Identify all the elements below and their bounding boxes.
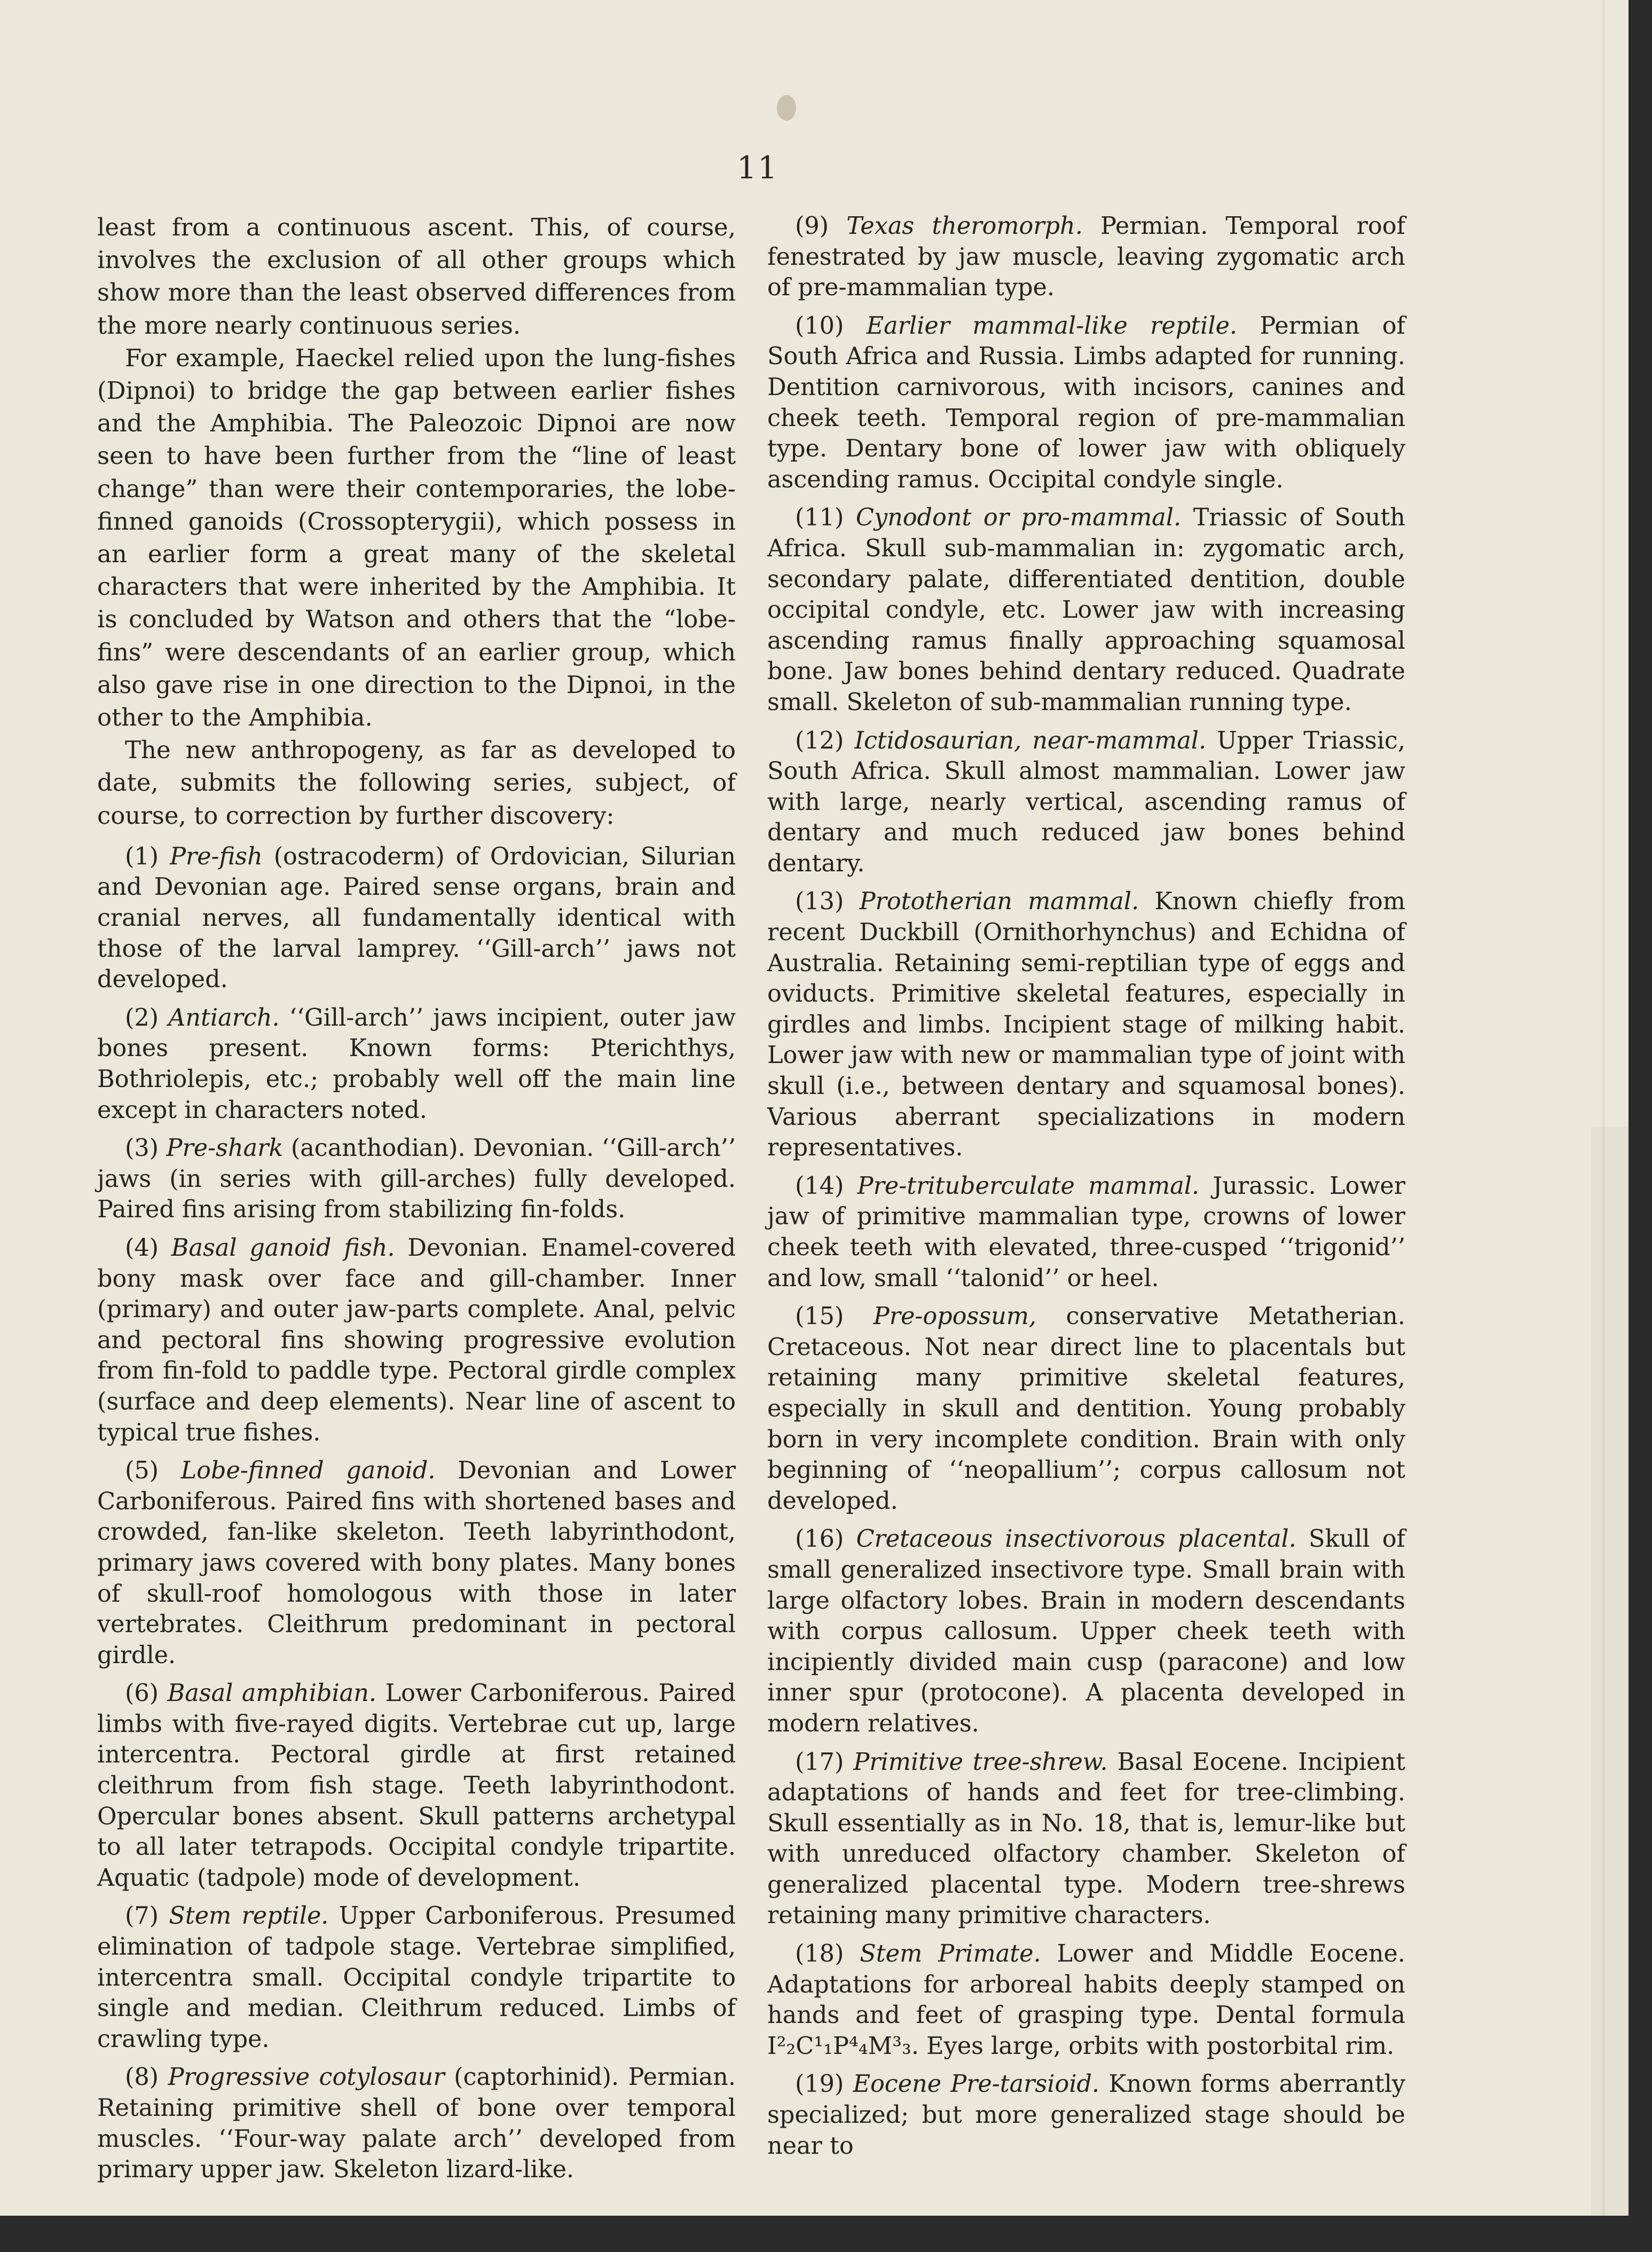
series-entry: (5) Lobe-finned ganoid. Devonian and Lower Carboniferous. Paired fins with shortened bases and crowded, fan-like skeleton. Teeth labyrinthodont, primary jaws covered with bony plates. Many bones of skull-roof homologous with those in later vertebrates. Cleithrum predominant in pectoral girdle.	[97, 1457, 736, 1669]
left-column	[97, 211, 736, 2193]
right-column	[767, 211, 1405, 2169]
series-entry: (11) Cynodont or pro-mammal. Triassic of South Africa. Skull sub-mammalian in: zygomatic arch, secondary palate, differentiated dentition, double occipital condyle, etc. Lower jaw with increasing ascending ramus finally approaching squamosal bone. Jaw bones behind dentary reduced. Quadrate small. Skeleton of sub-mammalian running type.	[767, 504, 1405, 716]
paper-fold-edge	[1591, 1127, 1629, 2216]
series-entry: (19) Eocene Pre-tarsioid. Known forms aberrantly specialized; but more generalized stage should be near to	[767, 2070, 1405, 2160]
intro-paragraph: least from a continuous ascent. This, of course, involves the exclusion of all other groups which show more than the least observed differences from the more nearly continuous series.	[97, 213, 736, 340]
series-entry: (14) Pre-trituberculate mammal. Jurassic. Lower jaw of primitive mammalian type, crowns of lower cheek teeth with elevated, three-cusped ‘‘trigonid’’ and low, small ‘‘talonid’’ or heel.	[767, 1172, 1405, 1292]
series-entry: (10) Earlier mammal-like reptile. Permian of South Africa and Russia. Limbs adapted for running. Dentition carnivorous, with incisors, canines and cheek teeth. Temporal region of pre-mammalian type. Dentary bone of lower jaw with obliquely ascending ramus. Occipital condyle single.	[767, 312, 1405, 493]
series-entry: (17) Primitive tree-shrew. Basal Eocene. Incipient adaptations of hands and feet for tree-climbing. Skull essentially as in No. 18, that is, lemur-like but with unreduced olfactory chamber. Skeleton of generalized placental type. Modern tree-shrews retaining many primitive characters.	[767, 1748, 1405, 1930]
paper-edge-shadow	[1602, 0, 1605, 2216]
paper-stain	[777, 95, 796, 121]
page-number: 11	[737, 149, 778, 186]
intro-paragraph: The new anthropogeny, as far as developed to date, submits the following series, subject, of course, to correction by further discovery:	[97, 736, 736, 830]
series-entry: (9) Texas theromorph. Permian. Temporal roof fenestrated by jaw muscle, leaving zygomatic arch of pre-mammalian type.	[767, 212, 1405, 302]
series-entry: (13) Prototherian mammal. Known chiefly from recent Duckbill (Ornithorhynchus) and Echidna of Australia. Retaining semi-reptilian type of eggs and oviducts. Primitive skeletal features, especially in girdles and limbs. Incipient stage of milking habit. Lower jaw with new or mammalian type of joint with skull (i.e., between dentary and squamosal bones). Various aberrant specializations in modern representatives.	[767, 888, 1406, 1162]
series-entry: (8) Progressive cotylosaur (captorhinid). Permian. Retaining primitive shell of bone over temporal muscles. ‘‘Four-way palate arch’’ developed from primary upper jaw. Skeleton lizard-like.	[97, 2064, 736, 2184]
series-entry: (1) Pre-fish (ostracoderm) of Ordovician, Silurian and Devonian age. Paired sense organs, brain and cranial nerves, all fundamentally identical with those of the larval lamprey. ‘‘Gill-arch’’ jaws not developed.	[97, 842, 736, 994]
series-entry: (6) Basal amphibian. Lower Carboniferous. Paired limbs with five-rayed digits. Vertebrae cut up, large intercentra. Pectoral girdle at first retained cleithrum from fish stage. Teeth labyrinthodont. Opercular bones absent. Skull patterns archetypal to all later tetrapods. Occipital condyle tripartite. Aquatic (tadpole) mode of development.	[97, 1680, 736, 1892]
series-entry: (15) Pre-opossum, conservative Metatherian. Cretaceous. Not near direct line to placentals but retaining many primitive skeletal features, especially in skull and dentition. Young probably born in very incomplete condition. Brain with only beginning of ‘‘neopallium’’; corpus callosum not developed.	[767, 1303, 1405, 1515]
series-list-right	[767, 211, 1405, 2161]
intro-paragraphs	[97, 211, 736, 832]
series-entry: (12) Ictidosaurian, near-mammal. Upper Triassic, South Africa. Skull almost mammalian. Lower jaw with large, nearly vertical, ascending ramus of dentary and much reduced jaw bones behind dentary.	[767, 727, 1405, 877]
series-entry: (18) Stem Primate. Lower and Middle Eocene. Adaptations for arboreal habits deeply stamped on hands and feet of grasping type. Dental formula I²₂C¹₁P⁴₄M³₃. Eyes large, orbits with postorbital rim.	[767, 1940, 1405, 2060]
series-list-left	[97, 841, 736, 2185]
series-entry: (4) Basal ganoid fish. Devonian. Enamel-covered bony mask over face and gill-chamber. Inner (primary) and outer jaw-parts complete. Anal, pelvic and pectoral fins showing progressive evolution from fin-fold to paddle type. Pectoral girdle complex (surface and deep elements). Near line of ascent to typical true fishes.	[97, 1234, 736, 1446]
intro-paragraph: For example, Haeckel relied upon the lung-fishes (Dipnoi) to bridge the gap between earlier fishes and the Amphibia. The Paleozoic Dipnoi are now seen to have been further from the “line of least change” than were their contemporaries, the lobe-finned ganoids (Crossopterygii), which possess in an earlier form a great many of the skeletal characters that were inherited by the Amphibia. It is concluded by Watson and others that the “lobe-fins” were descendants of an earlier group, which also gave rise in one direction to the Dipnoi, in the other to the Amphibia.	[97, 343, 736, 732]
series-entry: (7) Stem reptile. Upper Carboniferous. Presumed elimination of tadpole stage. Vertebrae simplified, intercentra small. Occipital condyle tripartite to single and median. Cleithrum reduced. Limbs of crawling type.	[97, 1902, 736, 2053]
series-entry: (3) Pre-shark (acanthodian). Devonian. ‘‘Gill-arch’’ jaws (in series with gill-arches) fully developed. Paired fins arising from stabilizing fin-folds.	[97, 1135, 736, 1224]
series-entry: (16) Cretaceous insectivorous placental. Skull of small generalized insectivore type. Small brain with large olfactory lobes. Brain in modern descendants with corpus callosum. Upper cheek teeth with incipiently divided main cusp (paracone) and low inner spur (protocone). A placenta developed in modern relatives.	[767, 1525, 1405, 1737]
series-entry: (2) Antiarch. ‘‘Gill-arch’’ jaws incipient, outer jaw bones present. Known forms: Pterichthys, Bothriolepis, etc.; probably well off the main line except in characters noted.	[97, 1004, 736, 1124]
